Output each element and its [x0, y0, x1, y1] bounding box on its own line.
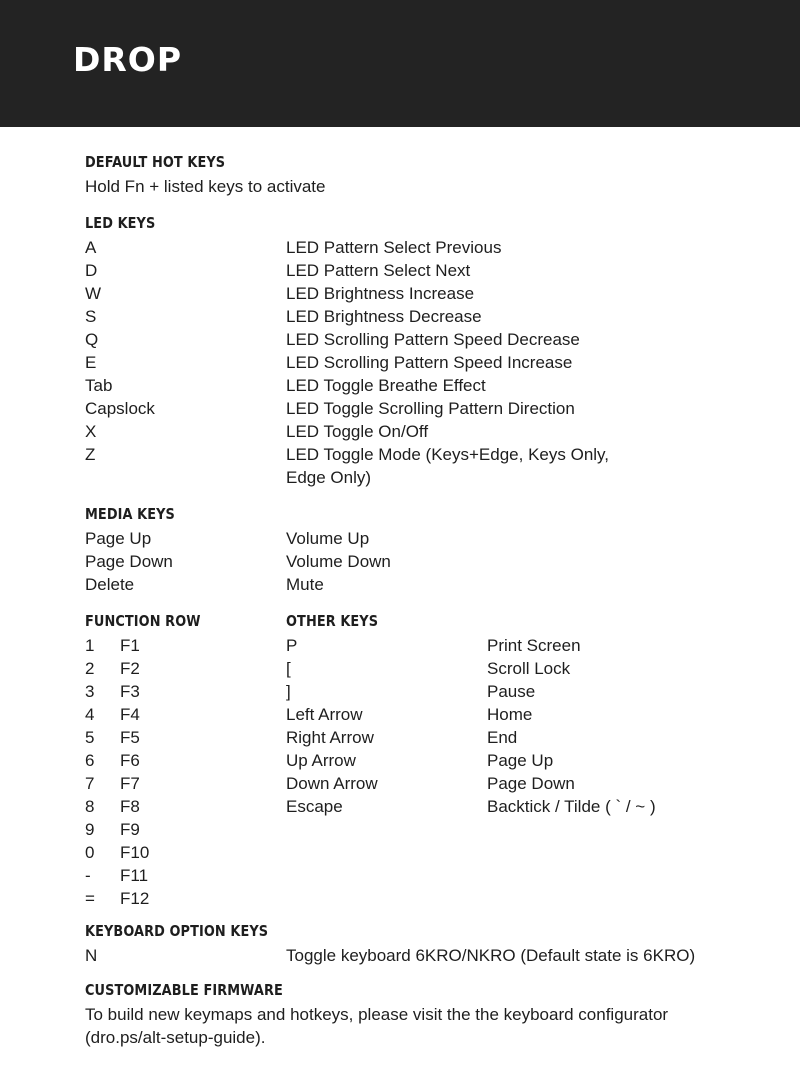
action-label: LED Toggle On/Off: [286, 422, 429, 441]
key-label: Right Arrow: [286, 728, 374, 747]
table-row: [85, 351, 765, 374]
key-label: Down Arrow: [286, 774, 378, 793]
action-label: End: [487, 728, 518, 747]
action-label: Scroll Lock: [487, 659, 571, 678]
table-row: [286, 749, 765, 772]
action-label: Volume Down: [286, 552, 391, 571]
key-label: W: [85, 284, 102, 303]
action-label: LED Toggle Breathe Effect: [286, 376, 486, 395]
action-label: Backtick / Tilde ( ` / ~ ): [487, 797, 656, 816]
key-label: 7: [85, 774, 95, 793]
action-label: Mute: [286, 575, 324, 594]
function-row-column: [85, 609, 286, 910]
table-row: [85, 397, 765, 420]
customizable-firmware-text: To build new keymaps and hotkeys, please visit the the keyboard configurator (dro.ps/alt-setup-guide).: [85, 1005, 669, 1047]
other-keys-heading: OTHER KEYS: [286, 612, 379, 630]
drop-logo: DROP: [73, 40, 183, 79]
keyboard-option-keys-heading: KEYBOARD OPTION KEYS: [85, 922, 269, 940]
media-keys-list: [85, 527, 765, 596]
table-row: [85, 259, 765, 282]
key-label: 1: [85, 636, 95, 655]
table-row: [85, 236, 765, 259]
fn-label: F2: [120, 659, 140, 678]
action-label: Page Down: [487, 774, 575, 793]
table-row: [85, 680, 286, 703]
action-label: LED Toggle Scrolling Pattern Direction: [286, 399, 575, 418]
default-hot-keys-subtitle: Hold Fn + listed keys to activate: [85, 177, 326, 196]
key-label: 6: [85, 751, 95, 770]
key-label: 3: [85, 682, 95, 701]
key-label: ]: [286, 682, 291, 701]
table-row: [85, 864, 286, 887]
key-label: 0: [85, 843, 95, 862]
media-keys-heading: MEDIA KEYS: [85, 505, 175, 523]
key-label: [: [286, 659, 291, 678]
function-row-heading: FUNCTION ROW: [85, 612, 201, 630]
hotkey-reference: [85, 150, 765, 1049]
action-label: Home: [487, 705, 533, 724]
action-label: Pause: [487, 682, 536, 701]
table-row: [85, 634, 286, 657]
table-row: [85, 550, 765, 573]
table-row: [286, 657, 765, 680]
page-header: [0, 0, 800, 127]
table-row: [85, 573, 765, 596]
table-row: [85, 772, 286, 795]
action-label: Page Up: [487, 751, 554, 770]
key-label: P: [286, 636, 298, 655]
key-label: N: [85, 946, 98, 965]
key-label: E: [85, 353, 97, 372]
key-label: Tab: [85, 376, 113, 395]
action-label: LED Scrolling Pattern Speed Increase: [286, 353, 573, 372]
fn-label: F8: [120, 797, 140, 816]
action-label: LED Brightness Decrease: [286, 307, 482, 326]
fn-label: F4: [120, 705, 140, 724]
table-row: [286, 680, 765, 703]
key-label: Q: [85, 330, 99, 349]
table-row: [85, 420, 765, 443]
fn-label: F10: [120, 843, 150, 862]
fn-label: F5: [120, 728, 140, 747]
other-keys-column: [286, 609, 765, 910]
action-label: LED Pattern Select Previous: [286, 238, 502, 257]
table-row: [286, 795, 765, 818]
table-row: [85, 443, 765, 489]
key-label: 9: [85, 820, 95, 839]
action-label: Volume Up: [286, 529, 370, 548]
key-label: S: [85, 307, 97, 326]
function-and-other-keys: [85, 609, 765, 910]
key-label: Capslock: [85, 399, 155, 418]
key-label: Up Arrow: [286, 751, 356, 770]
table-row: [85, 749, 286, 772]
action-label: LED Scrolling Pattern Speed Decrease: [286, 330, 580, 349]
key-label: Delete: [85, 575, 135, 594]
action-label: LED Brightness Increase: [286, 284, 475, 303]
action-label: Toggle keyboard 6KRO/NKRO (Default state is 6KRO): [286, 946, 696, 965]
key-label: D: [85, 261, 98, 280]
action-label: Print Screen: [487, 636, 581, 655]
table-row: [85, 795, 286, 818]
table-row: [85, 703, 286, 726]
key-label: -: [85, 866, 91, 885]
led-keys-list: [85, 236, 765, 489]
fn-label: F3: [120, 682, 140, 701]
table-row: [286, 703, 765, 726]
table-row: [85, 818, 286, 841]
action-label: LED Toggle Mode (Keys+Edge, Keys Only, Edge Only): [286, 445, 610, 487]
fn-label: F11: [120, 866, 149, 885]
table-row: [85, 374, 765, 397]
table-row: [85, 282, 765, 305]
fn-label: F1: [120, 636, 140, 655]
fn-label: F12: [120, 889, 150, 908]
table-row: [85, 887, 286, 910]
fn-label: F9: [120, 820, 140, 839]
table-row: [286, 634, 765, 657]
key-label: X: [85, 422, 97, 441]
table-row: [286, 772, 765, 795]
table-row: [85, 305, 765, 328]
table-row: [85, 527, 765, 550]
table-row: [85, 328, 765, 351]
fn-label: F7: [120, 774, 140, 793]
led-keys-heading: LED KEYS: [85, 214, 156, 232]
action-label: LED Pattern Select Next: [286, 261, 471, 280]
table-row: [85, 841, 286, 864]
customizable-firmware-heading: CUSTOMIZABLE FIRMWARE: [85, 981, 283, 999]
key-label: 5: [85, 728, 95, 747]
key-label: Z: [85, 445, 96, 464]
key-label: A: [85, 238, 97, 257]
key-label: Page Down: [85, 552, 173, 571]
key-label: Left Arrow: [286, 705, 363, 724]
key-label: Escape: [286, 797, 343, 816]
table-row: [85, 944, 765, 967]
table-row: [85, 657, 286, 680]
key-label: =: [85, 889, 95, 908]
key-label: 8: [85, 797, 95, 816]
key-label: 4: [85, 705, 95, 724]
key-label: 2: [85, 659, 95, 678]
table-row: [286, 726, 765, 749]
fn-label: F6: [120, 751, 140, 770]
key-label: Page Up: [85, 529, 152, 548]
default-hot-keys-heading: DEFAULT HOT KEYS: [85, 153, 226, 171]
table-row: [85, 726, 286, 749]
